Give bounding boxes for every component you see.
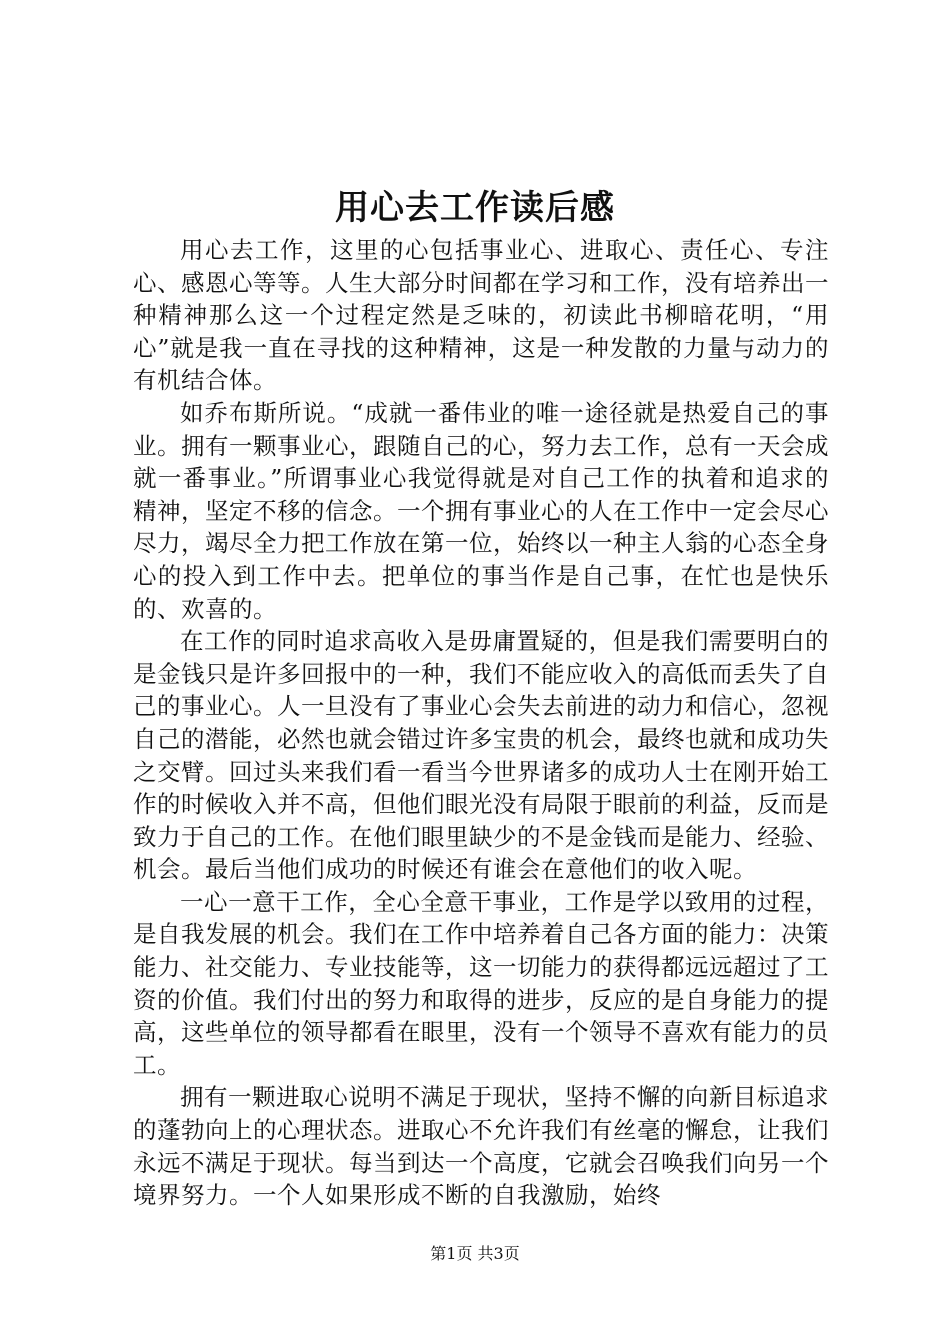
document-body xyxy=(133,234,829,1212)
paragraph: 拥有一颗进取心说明不满足于现状，坚持不懈的向新目标追求的蓬勃向上的心理状态。进取心不允许我们有丝毫的懈怠，让我们永远不满足于现状。每当到达一个高度，它就会召唤我们向另一个境界努力。一个人如果形成不断的自我激励，始终 xyxy=(133,1083,829,1210)
page-number-footer: 第1页 共3页 xyxy=(430,1244,520,1263)
paragraph: 如乔布斯所说。“成就一番伟业的唯一途径就是热爱自己的事业。拥有一颗事业心，跟随自己的心，努力去工作，总有一天会成就一番事业。”所谓事业心我觉得就是对自己工作的执着和追求的精神，坚定不移的信念。一个拥有事业心的人在工作中一定会尽心尽力，竭尽全力把工作放在第一位，始终以一种主人翁的心态全身心的投入到工作中去。把单位的事当作是自己事，在忙也是快乐的、欢喜的。 xyxy=(133,398,829,623)
document-title: 用心去工作读后感 xyxy=(335,188,615,228)
paragraph: 一心一意干工作，全心全意干事业，工作是学以致用的过程，是自我发展的机会。我们在工作中培养着自己各方面的能力：决策能力、社交能力、专业技能等，这一切能力的获得都远远超过了工资的价值。我们付出的努力和取得的进步，反应的是自身能力的提高，这些单位的领导都看在眼里，没有一个领导不喜欢有能力的员工。 xyxy=(133,887,829,1079)
paragraph: 用心去工作，这里的心包括事业心、进取心、责任心、专注心、感恩心等等。人生大部分时间都在学习和工作，没有培养出一种精神那么这一个过程定然是乏味的，初读此书柳暗花明，“用心”就是我一直在寻找的这种精神，这是一种发散的力量与动力的有机结合体。 xyxy=(133,236,829,395)
paragraph: 在工作的同时追求高收入是毋庸置疑的，但是我们需要明白的是金钱只是许多回报中的一种，我们不能应收入的高低而丢失了自己的事业心。人一旦没有了事业心会失去前进的动力和信心，忽视自己的潜能，必然也就会错过许多宝贵的机会，最终也就和成功失之交臂。回过头来我们看一看当今世界诸多的成功人士在刚开始工作的时候收入并不高，但他们眼光没有局限于眼前的利益，反而是致力于自己的工作。在他们眼里缺少的不是金钱而是能力、经验、机会。最后当他们成功的时候还有谁会在意他们的收入呢。 xyxy=(133,627,829,884)
